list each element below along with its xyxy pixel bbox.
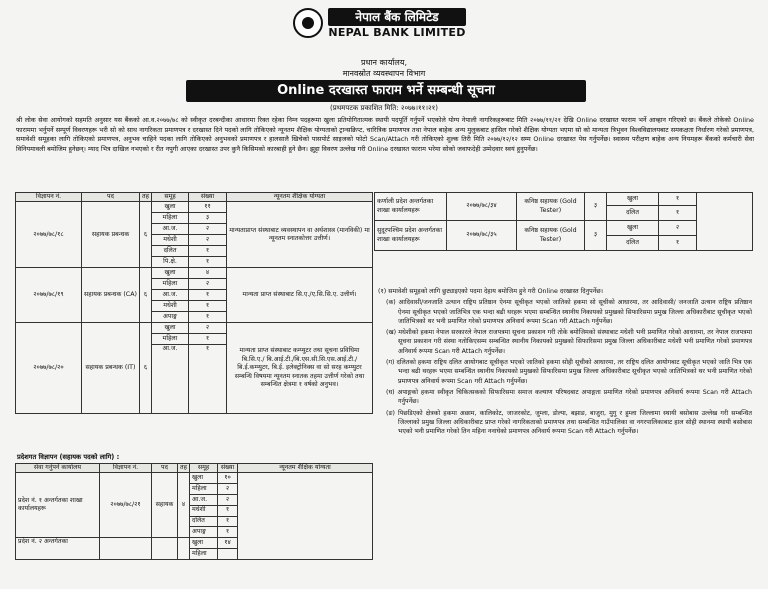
qualification: मान्यता प्राप्त संस्थाबाट कम्प्युटर तथा सूचना प्रविधिमा बि.सि.ए./ बि.आई.टी./बि.एस.सी.सि.एस.आई.टी./ बि.ई.कम्प्युटर, बि.ई. इलेक्ट्रोनिक्स वा सो सरह कम्प्युटर सम्बन्धि विषयमा न्यूनतम स्नातक तहमा उत्तीर्ण गरेको तथा सम्बन्धित क्षेत्रमा १ वर्षको अनुभव। (227, 323, 373, 414)
table-header-row (16, 464, 373, 473)
col-header: संख्या (218, 464, 238, 473)
table-row (16, 323, 373, 334)
col-header: सेवा गर्नुपर्ने कार्यालय (16, 464, 100, 473)
col-header: न्यूनतम शैक्षिक योग्यता (238, 464, 373, 473)
office-name-cell: सुदूरपश्चिम प्रदेश अन्तर्गतका शाखा कार्यालयहरू (375, 221, 447, 251)
count: १ (189, 301, 227, 312)
post-name: सहायक (152, 473, 178, 538)
count: १ (189, 312, 227, 323)
note-ka: (क) आदिवासी/जनजाति उत्थान राष्ट्रिय प्रतिष्ठान ऐनमा सूचीकृत भएको जातिको हकमा सो सूचीको आधारमा, तर आदिवासी/ जनजाति उत्थान राष्ट्रिय प्रतिष्ठान ऐनमा सूचीकृत भएको जातिभित्र एक भन्दा बढी थरहरू भएमा सम्बन्धित स्थानीय निकायको प्रमुखको सिफारिसमा प्रमुख जिल्ला अधिकारीबाट सूचीकृत भएको जातिभित्रको थर भनी प्रमाणित गरेको प्रमाणपत्र अनिवार्य रूपमा Scan गरी Attach गर्नुपर्नेछ। (386, 299, 752, 325)
qualification: मान्यताप्राप्त संस्थाबाट व्यवस्थापन वा अर्थशास्त्र (मानविकी) मा न्यूनतम स्नातकोत्तर उत्तीर्ण। (227, 202, 373, 268)
vacancy-table (15, 192, 373, 414)
group: दलित (152, 246, 189, 257)
table-row (16, 473, 373, 484)
group: दलित (607, 206, 659, 221)
office-name-cell: प्रदेश नं. १ अन्तर्गतका शाखा कार्यालयहरू (16, 473, 100, 538)
group: आ.ज. (152, 224, 189, 235)
office-name-cell: कर्णाली प्रदेश अन्तर्गतका शाखा कार्यालयहरू (375, 193, 447, 221)
level: ४ (178, 473, 190, 538)
group: खुला (152, 268, 189, 279)
group: मधेशी (152, 301, 189, 312)
col-header: समूह (152, 193, 189, 202)
group: महिला (152, 334, 189, 345)
count: १० (218, 473, 238, 484)
table-row (375, 193, 753, 206)
group: दलित (190, 516, 218, 527)
post-name: कनिष्ठ सहायक (Gold Tester) (517, 221, 585, 251)
office-name: प्रधान कार्यालय, (360, 58, 408, 67)
count: १ (189, 345, 227, 414)
table-header-row (16, 193, 373, 202)
col-header: पद (152, 464, 178, 473)
group: मधेशी (190, 505, 218, 516)
group: पि.क्षे. (152, 257, 189, 268)
table-row (16, 268, 373, 279)
qualification (697, 193, 753, 251)
group: खुला (152, 323, 189, 334)
count: २ (189, 224, 227, 235)
note-ga: (ग) दलितको हकमा राष्ट्रिय दलित आयोगबाट सूचीकृत भएको जातिको हकमा सोही सूचीको आधारमा, तर राष्ट्रिय दलित आयोगबाट सूचीकृत भएको जाति भित्र एक भन्दा बढी थरहरू भएमा सम्बन्धित स्थानीय निकायको प्रमुखको सिफारिसमा प्रमुख जिल्ला अधिकारीबाट सूचीकृत भएको जातिभित्रको थर भनी प्रमाणित गरेको प्रमाणपत्र अनिवार्य रूपमा Scan गरी Attach गर्नुपर्नेछ। (386, 359, 752, 385)
col-header: तह (178, 464, 190, 473)
adv-number (100, 538, 152, 560)
notice-title: Online दरखास्त फाराम भर्ने सम्बन्धी सूचना (186, 80, 586, 102)
group: खुला (190, 538, 218, 549)
count: २ (218, 495, 238, 506)
level: ६ (140, 268, 152, 323)
adv-number: २०७७/७८/२० (16, 323, 82, 414)
provincial-vacancy-table-continued (374, 192, 753, 251)
table-row (375, 221, 753, 236)
level (178, 538, 190, 560)
bank-logo-icon (293, 8, 323, 38)
table-row (16, 202, 373, 213)
col-header: समूह (190, 464, 218, 473)
group: खुला (607, 221, 659, 236)
count: ४ (189, 268, 227, 279)
level: ६ (140, 202, 152, 268)
group: दलित (607, 236, 659, 251)
count: १४ (218, 538, 238, 549)
intro-paragraph: श्री लोक सेवा आयोगको सहमति अनुसार यस बैंकको आ.व.२०७७/७८ को स्वीकृत दरबन्दीका आधारमा रिक्त रहेका निम्न पदहरूमा खुला प्रतियोगितात्मक स्थायी पदपूर्ति गर्नुपर्ने भएकोले योग्य नेपाली नागरिकहरूबाट मिति २०७७/११/२१ देखि Online दरखास्त फाराम भर्ने आव्हान गरिएको छ। बैंकले तोकेको Online फाराममा भर्नुपर्ने सम्पूर्ण विवरणहरू भरी सो को साथ नागरिकता प्रमाणपत्र र दरखास्त दिने पदको लागि तोकिएको न्यूनतम शैक्षिक योग्यताको ट्रान्सक्रिप्ट, चारित्रिक प्रमाणपत्र तथा नेपाल बाहेक अन्य मुलुकबाट हासिल गरेको शैक्षिक योग्यता भएमा सो को मान्यता त्रिभुवन विश्वविद्यालयबाट समकक्षता निर्धारण गरेको प्रमाणपत्र, समावेशी समूहका लागि तोकिएको प्रमाणपत्र, अनुभव चाहिने पदका लागि तोकिएको अनुभवको प्रमाणपत्र र हालसालै खिचेको पासपोर्ट साइजको फोटो Scan/Attach गरी तोकिएको शुल्क तिरी मिति २०७७/१२/१२ सम्म Online दरखास्त पेस गर्नुपर्नेछ। स्वास्थ्य परीक्षण बाहेक अन्य नियमहरू बैंकको कर्मचारी सेवा विनियमावली बमोजिम हुनेछन्। म्याद भित्र दाखिल नभएको र रीत नपुगी आएका दरखास्त उपर कुनै किसिमको कारबाही हुने छैन। झुट्टा विवरण उल्लेख गरी Online दरखास्त फाराम भरेमा सोको जवाफदेही उम्मेदवार स्वयं हुनुपर्नेछ। (16, 116, 754, 153)
level: ३ (585, 193, 607, 221)
col-header: विज्ञापन नं. (16, 193, 82, 202)
department-name: मानवस्रोत व्यवस्थापन विभाग (342, 69, 426, 78)
count: १ (659, 193, 697, 206)
provincial-vacancy-table (15, 463, 373, 560)
group: खुला (190, 473, 218, 484)
post-name: कनिष्ठ सहायक (Gold Tester) (517, 193, 585, 221)
qualification (238, 473, 373, 559)
count: १ (189, 334, 227, 345)
count: २ (659, 221, 697, 236)
count: २ (189, 323, 227, 334)
col-header: न्यूनतम शैक्षिक योग्यता (227, 193, 373, 202)
note-nga: (ङ) पिछडिएको क्षेत्रको हकमा अछाम, कालिकोट, जाजरकोट, जुम्ला, डोल्पा, बझाङ, बाजुरा, मुगु र हुम्ला जिल्लामा स्थायी बसोबास उल्लेख गरी सम्बन्धित जिल्लाको प्रमुख जिल्ला अधिकारीबाट प्राप्त गरेको नागरिकताको प्रमाणपत्र तथा सम्बन्धित गाउँपालिका वा नगरपालिकाबाट हाल सोही स्थानमा स्थायी बसोबास भएको भनी प्रमाणित गरेको तिन महिना ननाघेको प्रमाणपत्र अनिवार्य रूपमा Scan गरी Attach गर्नुपर्नेछ। (386, 409, 752, 436)
count: १ (189, 246, 227, 257)
adv-number: २०७७/७८/३५ (447, 221, 517, 251)
count: २ (218, 484, 238, 495)
adv-number: २०७७/७८/२१ (100, 473, 152, 538)
group: खुला (152, 202, 189, 213)
count: ३ (189, 213, 227, 224)
col-header: तह (140, 193, 152, 202)
bank-name-english: NEPAL BANK LIMITED (328, 26, 466, 39)
count: १ (218, 527, 238, 538)
bank-name-nepali: नेपाल बैंक लिमिटेड (328, 8, 466, 26)
group: महिला (190, 484, 218, 495)
count: १ (189, 290, 227, 301)
office-name-cell: प्रदेश नं. २ अन्तर्गतका (16, 538, 100, 560)
post-name: सहायक प्रबन्धक (IT) (82, 323, 140, 414)
note-gha: (घ) अपाङ्गको हकमा स्वीकृत चिकित्सकको सिफारिसमा समाज कल्याण परिषदबाट अपाङ्गता प्रमाणित गरेको प्रमाणपत्र अनिवार्य रूपमा Scan गरी Attach गर्नुपर्नेछ। (386, 388, 752, 406)
section-title: प्रदेशगत विज्ञापन (सहायक पदको लागि) : (17, 453, 120, 461)
count: २ (189, 235, 227, 246)
adv-number: २०७७/७८/१८ (16, 202, 82, 268)
count: १ (659, 236, 697, 251)
qualification: मान्यता प्राप्त संस्थाबाट सि.ए./ए.सि.सि.ए. उत्तीर्ण। (227, 268, 373, 323)
count: ११ (189, 202, 227, 213)
col-header: पद (82, 193, 140, 202)
count (218, 548, 238, 559)
group: आ.ज. (190, 495, 218, 506)
note-kha: (ख) मधेशीको हकमा नेपाल सरकारले नेपाल राजपत्रमा सूचना प्रकाशन गरी तोके बमोजिमको संस्थाबाट मधेशी भनी प्रमाणित गरेको आधारमा, तर नेपाल राजपत्रमा सूचना प्रकाशन गरी संस्था नतोकिएसम्म सम्बन्धित स्थानीय निकायको प्रमुखको सिफारिसमा प्रमुख जिल्ला अधिकारीबाट मधेशी भनी प्रमाणित गरेको प्रमाणपत्र अनिवार्य रूपमा Scan गरी Attach गर्नुपर्नेछ। (386, 329, 752, 355)
note-1: (१) समावेशी समूहको लागि छुट्याइएको पदमा देहाय बमोजिम हुने गरी Online दरखास्त दिनुपर्नेछ। (378, 288, 603, 295)
count: १ (218, 505, 238, 516)
post-name: सहायक प्रबन्धक (82, 202, 140, 268)
publish-date: (प्रथमपटक प्रकाशित मिति: २०७७।११।२१) (330, 104, 438, 112)
adv-number: २०७७/७८/१९ (16, 268, 82, 323)
count: १ (189, 257, 227, 268)
post-name: सहायक प्रबन्धक (CA) (82, 268, 140, 323)
level: ६ (140, 323, 152, 414)
col-header: विज्ञापन नं. (100, 464, 152, 473)
count: १ (659, 206, 697, 221)
notes-section (378, 287, 752, 438)
post-name (152, 538, 178, 560)
group: महिला (190, 548, 218, 559)
level: ३ (585, 221, 607, 251)
col-header: संख्या (189, 193, 227, 202)
group: आ.ज. (152, 345, 189, 414)
group: महिला (152, 279, 189, 290)
group: अपाङ्ग (190, 527, 218, 538)
group: मधेशी (152, 235, 189, 246)
adv-number: २०७७/७८/३४ (447, 193, 517, 221)
count: २ (189, 279, 227, 290)
group: आ.ज. (152, 290, 189, 301)
count: १ (218, 516, 238, 527)
group: अपाङ्ग (152, 312, 189, 323)
group: खुला (607, 193, 659, 206)
group: महिला (152, 213, 189, 224)
